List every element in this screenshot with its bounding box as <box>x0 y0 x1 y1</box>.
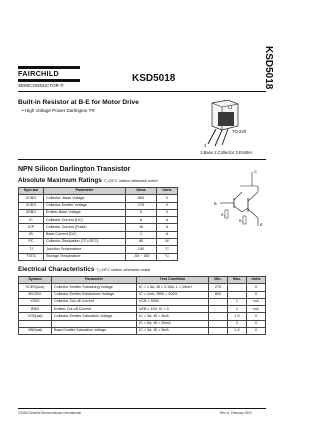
abs-max-cell: 275 <box>126 202 157 209</box>
elec-cell <box>209 313 228 320</box>
darlington-schematic <box>214 168 268 228</box>
to220-package-drawing <box>198 100 258 148</box>
schematic-label-e: E <box>260 222 263 227</box>
abs-max-row <box>19 209 178 216</box>
logo-subtitle: SEMICONDUCTOR ® <box>18 83 64 88</box>
elec-header: Max. <box>228 277 247 284</box>
elec-row <box>19 298 266 305</box>
footer-copyright: ©2000 Fairchild Semiconductor International <box>18 411 81 415</box>
elec-row <box>19 284 266 291</box>
abs-max-cell: A <box>157 231 178 238</box>
elec-row <box>19 291 266 298</box>
elec-title: Electrical Characteristics <box>18 266 95 273</box>
elec-table <box>18 276 266 335</box>
elec-cell: V <box>247 291 266 298</box>
elec-cell: VCB = 500V <box>137 298 209 305</box>
abs-max-cell: 80 <box>126 239 157 246</box>
elec-cell: V <box>247 313 266 320</box>
schematic-label-r2: R₂ <box>239 219 243 223</box>
abs-max-condition: T⁁=25°C unless otherwise noted <box>103 179 158 183</box>
part-number-title: KSD5018 <box>132 73 176 84</box>
abs-max-row <box>19 253 178 260</box>
elec-cell <box>209 320 228 327</box>
elec-row <box>19 320 266 327</box>
elec-cell <box>19 320 52 327</box>
abs-max-row <box>19 231 178 238</box>
elec-header: Min. <box>209 277 228 284</box>
abs-max-cell: °C <box>157 253 178 260</box>
elec-cell <box>209 306 228 313</box>
abs-max-cell: 800 <box>126 195 157 202</box>
abs-max-row <box>19 224 178 231</box>
elec-header-row <box>19 277 266 284</box>
abs-max-cell: Collector Dissipation (TC=25°C) <box>44 239 126 246</box>
abs-max-cell: PC <box>19 239 44 246</box>
abs-max-cell: VEBO <box>19 209 44 216</box>
abs-max-table <box>18 187 178 261</box>
elec-header: Parameter <box>52 277 137 284</box>
elec-cell: BVCBO <box>19 291 52 298</box>
schematic-label-c: C <box>254 169 257 174</box>
elec-header: Test Condition <box>137 277 209 284</box>
elec-body <box>19 284 266 335</box>
feature-bullet: • High Voltage Power Darlington TR <box>22 108 95 113</box>
abs-max-cell: 8 <box>126 217 157 224</box>
footer-rule <box>18 408 266 409</box>
elec-cell: mA <box>247 306 266 313</box>
side-part-label: KSD5018 <box>263 46 274 90</box>
abs-max-cell: V <box>157 202 178 209</box>
abs-max-cell: Collector Current (Pulse) <box>44 224 126 231</box>
elec-cell: Collector Emitter Sustaining Voltage <box>52 284 137 291</box>
abs-max-cell: W <box>157 239 178 246</box>
elec-cell <box>209 328 228 335</box>
abs-max-cell: V <box>157 209 178 216</box>
elec-cell: 800 <box>209 291 228 298</box>
elec-header: Symbol <box>19 277 52 284</box>
abs-max-cell: VCBO <box>19 195 44 202</box>
abs-max-heading <box>18 177 157 184</box>
abs-max-cell: 5 <box>126 209 157 216</box>
elec-cell: IC = 3A, IB = 3mA <box>137 328 209 335</box>
elec-cell: Collector Emitter Breakdown Voltage <box>52 291 137 298</box>
abs-max-row <box>19 239 178 246</box>
abs-max-row <box>19 202 178 209</box>
elec-header: Units <box>247 277 266 284</box>
abs-max-header: Sym-bol <box>19 188 44 195</box>
elec-cell: IC = 3A, IB = 3mA <box>137 313 209 320</box>
abs-max-row <box>19 217 178 224</box>
feature-title: Built-in Resistor at B-E for Motor Drive <box>18 99 139 106</box>
abs-max-cell: TJ <box>19 246 44 253</box>
package-name: TO-220 <box>232 129 247 134</box>
elec-cell: 1 <box>228 298 247 305</box>
device-title: NPN Silicon Darlington Transistor <box>18 166 131 173</box>
abs-max-cell: Storage Temperature <box>44 253 126 260</box>
abs-max-cell: ICP <box>19 224 44 231</box>
elec-cell: V <box>247 320 266 327</box>
abs-max-cell: A <box>157 224 178 231</box>
elec-cell: Collector Emitter Saturation Voltage <box>52 313 137 320</box>
elec-row <box>19 313 266 320</box>
elec-cell: Collector Cut-off Current <box>52 298 137 305</box>
elec-cell: Emitter Cut-off Current <box>52 306 137 313</box>
elec-cell: V <box>247 328 266 335</box>
logo-bar-bottom <box>18 79 80 82</box>
abs-max-cell: A <box>157 217 178 224</box>
elec-cell: 1.5 <box>228 313 247 320</box>
abs-max-header: Value <box>126 188 157 195</box>
fairchild-logo <box>18 66 80 88</box>
abs-max-cell: V <box>157 195 178 202</box>
elec-cell: 1 <box>228 306 247 313</box>
abs-max-cell: IB <box>19 231 44 238</box>
package-pins-caption: 1.Base 2.Collector 3.Emitter <box>200 150 253 155</box>
header-rule <box>18 91 266 92</box>
section-rule <box>18 159 266 160</box>
elec-cell: mA <box>247 298 266 305</box>
abs-max-cell: Collector -Base Voltage <box>44 195 126 202</box>
elec-cell: ICBO <box>19 298 52 305</box>
abs-max-cell: 150 <box>126 246 157 253</box>
abs-max-cell: °C <box>157 246 178 253</box>
abs-max-cell: VCEO <box>19 202 44 209</box>
logo-wordmark: FAIRCHILD <box>18 69 60 78</box>
elec-cell: VEB = 10V, IC = 0 <box>137 306 209 313</box>
abs-max-header: Parameter <box>44 188 126 195</box>
elec-cell: VCE(sat) <box>19 313 52 320</box>
elec-cell: VCEO(sus) <box>19 284 52 291</box>
abs-max-row <box>19 195 178 202</box>
elec-cell: 2 <box>228 320 247 327</box>
elec-cell: IEBO <box>19 306 52 313</box>
abs-max-header: Units <box>157 188 178 195</box>
elec-cell: IC = 1mA, RBE = 300Ω <box>137 291 209 298</box>
abs-max-cell: 1 <box>126 231 157 238</box>
elec-cell <box>209 298 228 305</box>
abs-max-cell: Collector Current (DC) <box>44 217 126 224</box>
abs-max-cell: Collector-Emitter Voltage <box>44 202 126 209</box>
abs-max-cell: Junction Temperature <box>44 246 126 253</box>
elec-cell <box>228 284 247 291</box>
package-pin-number: 1 <box>204 143 207 148</box>
abs-max-cell: IC <box>19 217 44 224</box>
elec-cell: 275 <box>209 284 228 291</box>
elec-cell: 1.5 <box>228 328 247 335</box>
abs-max-title: Absolute Maximum Ratings <box>18 177 102 184</box>
abs-max-body <box>19 195 178 261</box>
elec-row <box>19 328 266 335</box>
elec-condition: T⁁=25°C unless otherwise noted <box>96 268 151 272</box>
abs-max-cell: Base Current (DC) <box>44 231 126 238</box>
abs-max-row <box>19 246 178 253</box>
elec-row <box>19 306 266 313</box>
elec-cell: Base Emitter Saturation Voltage <box>52 328 137 335</box>
abs-max-header-row <box>19 188 178 195</box>
elec-heading <box>18 266 150 273</box>
elec-cell <box>52 320 137 327</box>
schematic-label-b: B <box>214 201 217 206</box>
abs-max-cell: 16 <box>126 224 157 231</box>
abs-max-cell: Emitter-Base Voltage <box>44 209 126 216</box>
abs-max-cell: TSTG <box>19 253 44 260</box>
elec-cell: IC = 1.5A, IB = 0.15A, L = 25mH <box>137 284 209 291</box>
footer-revision: Rev. A, February 2000 <box>220 411 252 415</box>
abs-max-cell: - 55 ~ 150 <box>126 253 157 260</box>
elec-cell: V <box>247 284 266 291</box>
elec-cell: VBE(sat) <box>19 328 52 335</box>
elec-cell <box>228 291 247 298</box>
schematic-label-r1: R₁ <box>221 213 225 217</box>
elec-cell: IC = 6A, IB = 20mA <box>137 320 209 327</box>
